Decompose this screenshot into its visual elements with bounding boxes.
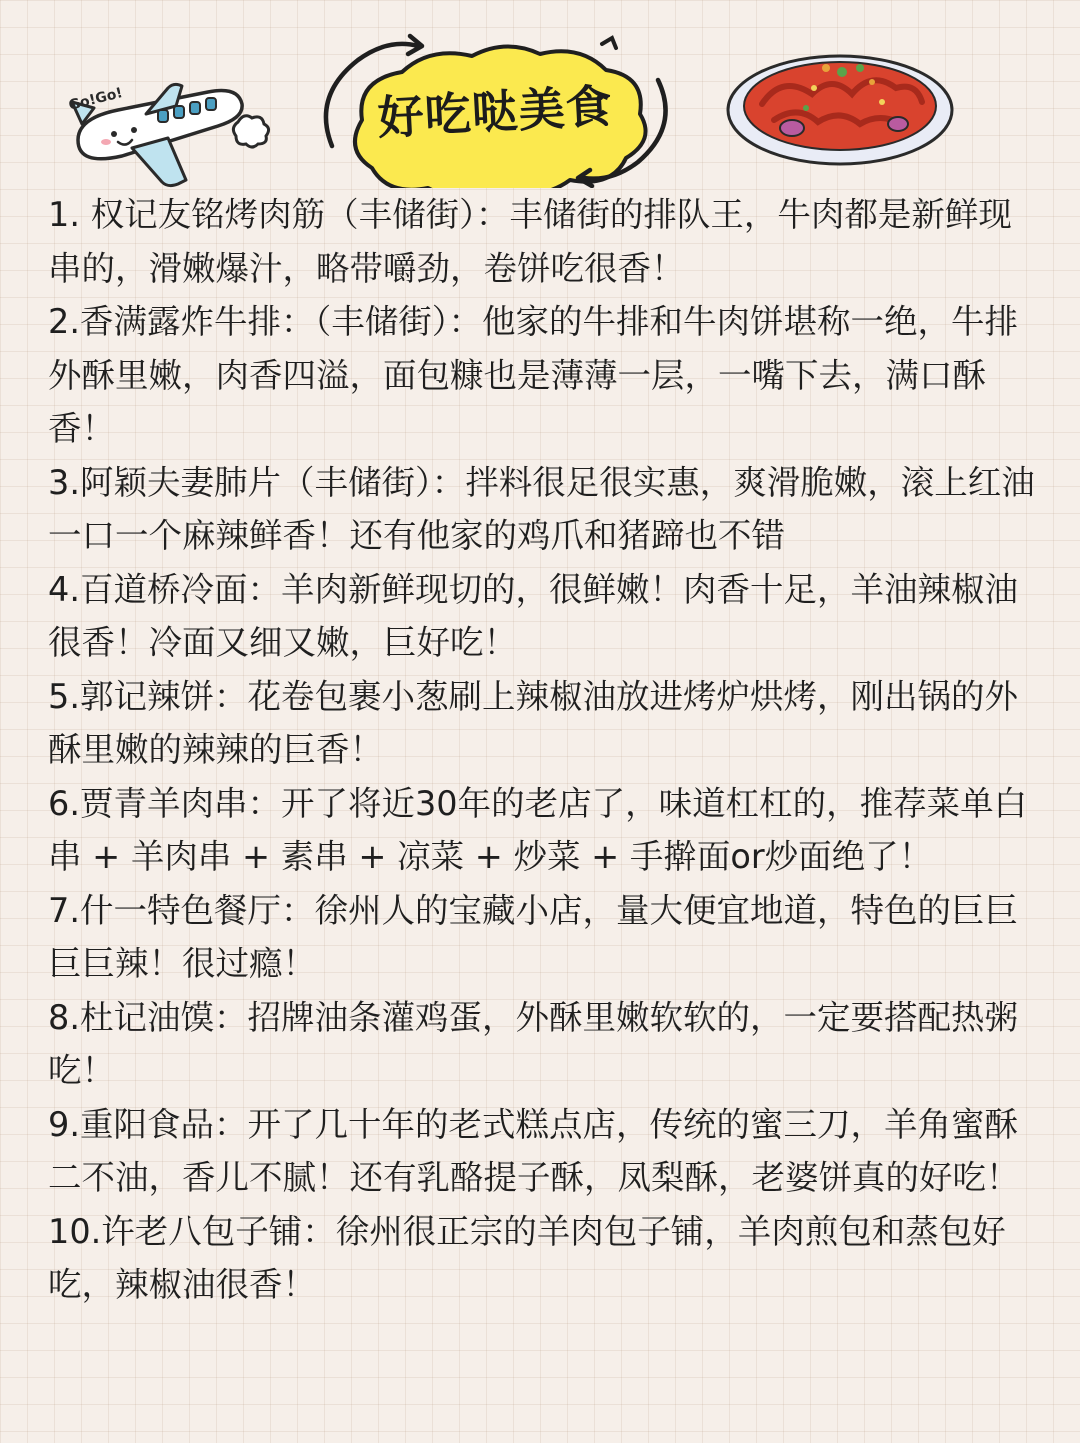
- list-item: 2.香满露炸牛排：（丰储街）：他家的牛排和牛肉饼堪称一绝，牛排外酥里嫩，肉香四溢，面包糠也是薄薄一层，一嘴下去，满口酥香！: [48, 302, 1018, 448]
- list-item: 3.阿颖夫妻肺片（丰储街）：拌料很足很实惠，爽滑脆嫩，滚上红油一口一个麻辣鲜香！还有他家的鸡爪和猪蹄也不错: [48, 462, 1035, 555]
- list-item: 9.重阳食品：开了几十年的老式糕点店，传统的蜜三刀，羊角蜜酥二不油，香儿不腻！还有乳酪提子酥，凤梨酥，老婆饼真的好吃！: [48, 1104, 1020, 1197]
- page-title: 好吃哒美食: [376, 78, 614, 146]
- list-item: 1. 权记友铭烤肉筋（丰储街）：丰储街的排队王，牛肉都是新鲜现串的，滑嫩爆汁，略带嚼劲，卷饼吃很香！: [48, 195, 1012, 288]
- header: [0, 0, 1080, 190]
- list-item: 4.百道桥冷面：羊肉新鲜现切的，很鲜嫩！肉香十足，羊油辣椒油很香！冷面又细又嫩，巨好吃！: [48, 569, 1018, 662]
- airplane-sticker-icon: [62, 70, 272, 190]
- sticker-text: Go!Go!: [67, 85, 125, 114]
- list-item: 10.许老八包子铺：徐州很正宗的羊肉包子铺，羊肉煎包和蒸包好吃，辣椒油很香！: [48, 1211, 1006, 1304]
- food-list: [48, 188, 1038, 1312]
- food-plate-icon: [722, 38, 958, 168]
- list-item: 6.贾青羊肉串：开了将近30年的老店了，味道杠杠的，推荐菜单白串 + 羊肉串 + 素串 + 凉菜 + 炒菜 + 手擀面or炒面绝了！: [48, 783, 1028, 876]
- list-item: 5.郭记辣饼：花卷包裹小葱刷上辣椒油放进烤炉烘烤，刚出锅的外酥里嫩的辣辣的巨香！: [48, 676, 1018, 769]
- title-badge: [310, 28, 680, 188]
- list-item: 7.什一特色餐厅：徐州人的宝藏小店，量大便宜地道，特色的巨巨巨巨辣！很过瘾！: [48, 890, 1018, 983]
- list-item: 8.杜记油馍：招牌油条灌鸡蛋，外酥里嫩软软的，一定要搭配热粥吃！: [48, 997, 1018, 1090]
